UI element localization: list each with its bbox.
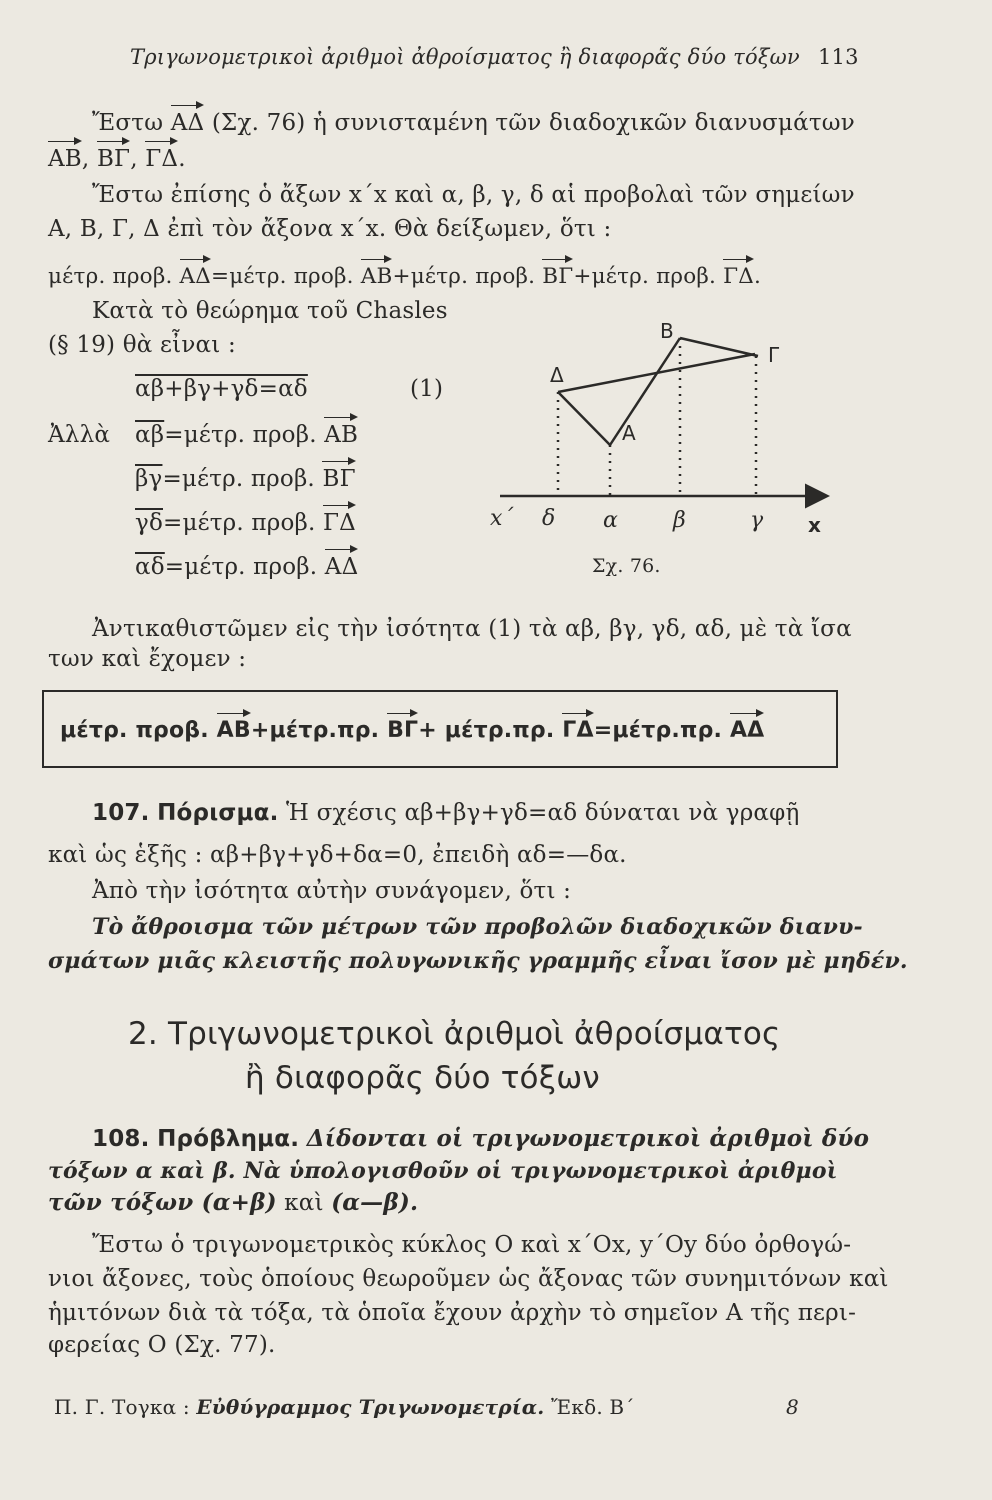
equation-2: $\overline{\alpha\beta}=\mu έ\tau\rho$. προβ. ΑΒ — [135, 422, 359, 448]
alla-word: Ἀλλὰ — [48, 422, 111, 448]
label-x: x — [808, 513, 821, 537]
label-gamma: γ — [750, 508, 764, 533]
intro-line-3: Ἔστω ἐπίσης ὁ ἄξων x΄x καὶ α, β, γ, δ αἱ προβολαὶ τῶν σημείων — [92, 182, 855, 208]
segment-da — [558, 392, 610, 445]
section-heading-line-2: ἢ διαφορᾶς δύο τόξων — [245, 1060, 600, 1096]
vector-ab: ΑΒ — [48, 146, 82, 172]
problem-line-3: τῶν τόξων (α+β) καὶ (α—β). — [48, 1189, 419, 1216]
replace-line-2: των καὶ ἔχομεν : — [48, 646, 247, 672]
equation-1-number: (1) — [410, 376, 444, 402]
equation-1: αβ+βγ+γδ=αδ — [135, 376, 308, 402]
intro-line-7: (§ 19) θὰ εἶναι : — [48, 332, 236, 358]
problem-line-7: φερείας Ο (Σχ. 77). — [48, 1332, 276, 1358]
vector-ad: ΑΔ — [170, 110, 205, 136]
vector-gd: ΓΔ — [145, 146, 179, 172]
segment-bg — [680, 338, 758, 356]
problem-line-1: 108. Πρόβλημα. Δίδονται οἱ τριγωνομετρικοὶ ἀριθμοὶ δύο — [92, 1125, 870, 1152]
running-title: Τριγωνομετρικοὶ ἀριθμοὶ ἀθροίσματος ἢ διαφορᾶς δύο τόξων — [130, 45, 800, 69]
projection-equation: μέτρ. προβ. ΑΔ=μέτρ. προβ. ΑΒ+μέτρ. προβ. ΒΓ+μέτρ. προβ. ΓΔ. — [48, 262, 761, 292]
footer-edition: Ἔκδ. Β΄ — [544, 1395, 635, 1419]
label-b: Β — [660, 320, 674, 343]
label-beta: β — [673, 508, 686, 533]
label-a: Α — [622, 421, 636, 445]
porisma-line-5: σμάτων μιᾶς κλειστῆς πολυγωνικῆς γραμμῆς εἶναι ἴσον μὲ μηδέν. — [48, 948, 908, 974]
footer-author: Π. Γ. Τογκα : — [54, 1395, 197, 1419]
figure-76 — [480, 320, 840, 580]
problem-line-5: νιοι ἄξονες, τοὺς ὁποίους θεωροῦμεν ὡς ἄξονας τῶν συνημιτόνων καὶ — [48, 1266, 889, 1292]
problem-number: 108. — [92, 1126, 150, 1152]
vector-bg: ΒΓ — [96, 146, 131, 172]
intro-line-2: ΑΒ, ΒΓ, ΓΔ. — [48, 146, 186, 172]
page-number: 113 — [818, 45, 859, 69]
label-g: Γ — [768, 343, 780, 367]
problem-line-2: τόξων α καὶ β. Νὰ ὑπολογισθοῦν οἱ τριγωνομετρικοὶ ἀριθμοὶ — [48, 1158, 838, 1184]
intro-line-4: Α, Β, Γ, Δ ἐπὶ τὸν ἄξονα x΄x. Θὰ δείξωμεν, ὅτι : — [48, 216, 612, 242]
equation-3: $\overline{\beta\gamma}=\mu έ\tau\rho$. προβ. ΒΓ — [135, 466, 356, 492]
footer-line — [54, 1392, 635, 1422]
equation-5: $\overline{\alpha\delta}=\mu έ\tau\rho$. προβ. ΑΔ — [135, 554, 359, 580]
problem-line-6: ἡμιτόνων διὰ τὰ τόξα, τὰ ὁποῖα ἔχουν ἀρχὴν τὸ σημεῖον Α τῆς περι- — [48, 1300, 857, 1326]
porisma-title: Πόρισμα. — [157, 800, 279, 826]
problem-line-4: Ἔστω ὁ τριγωνομετρικὸς κύκλος Ο καὶ x΄Ox, y΄Oy δύο ὀρθογώ- — [92, 1232, 852, 1258]
segment-ab — [610, 338, 680, 445]
porisma-number: 107. — [92, 800, 150, 826]
porisma-line-1: 107. Πόρισμα. Ἡ σχέσις αβ+βγ+γδ=αδ δύναται νὰ γραφῇ — [92, 800, 800, 826]
porisma-line-2: καὶ ὡς ἑξῆς : αβ+βγ+γδ+δα=0, ἐπειδὴ αδ=—δα. — [48, 842, 627, 868]
intro-line-6: Κατὰ τὸ θεώρημα τοῦ Chasles — [92, 298, 448, 324]
intro-line-1: Ἔστω ΑΔ (Σχ. 76) ἡ συνισταμένη τῶν διαδοχικῶν διανυσμάτων — [92, 110, 855, 136]
footer-sheet-number: 8 — [786, 1395, 799, 1419]
label-d: Δ — [550, 363, 564, 387]
problem-title: Πρόβλημα. — [157, 1126, 300, 1152]
equation-4: $\overline{\gamma\delta}=\mu έ\tau\rho$. προβ. ΓΔ — [135, 510, 356, 536]
label-delta: δ — [542, 506, 556, 531]
label-alpha: α — [603, 508, 618, 533]
porisma-line-3: Ἀπὸ τὴν ἰσότητα αὐτὴν συνάγομεν, ὅτι : — [92, 878, 572, 904]
porisma-line-4: Τὸ ἄθροισμα τῶν μέτρων τῶν προβολῶν διαδοχικῶν διανυ- — [92, 914, 863, 940]
figure-caption: Σχ. 76. — [592, 555, 661, 577]
boxed-equation: μέτρ. προβ. ΑΒ+μέτρ.πρ. ΒΓ+ μέτρ.πρ. ΓΔ=μέτρ.πρ. ΑΔ — [60, 716, 764, 746]
replace-line-1: Ἀντικαθιστῶμεν εἰς τὴν ἰσότητα (1) τὰ αβ, βγ, γδ, αδ, μὲ τὰ ἴσα — [92, 616, 852, 642]
footer-book: Εὐθύγραμμος Τριγωνομετρία. — [196, 1395, 545, 1419]
label-x-prime: x΄ — [490, 506, 514, 531]
section-heading-line-1: 2. Τριγωνομετρικοὶ ἀριθμοὶ ἀθροίσματος — [128, 1016, 781, 1052]
